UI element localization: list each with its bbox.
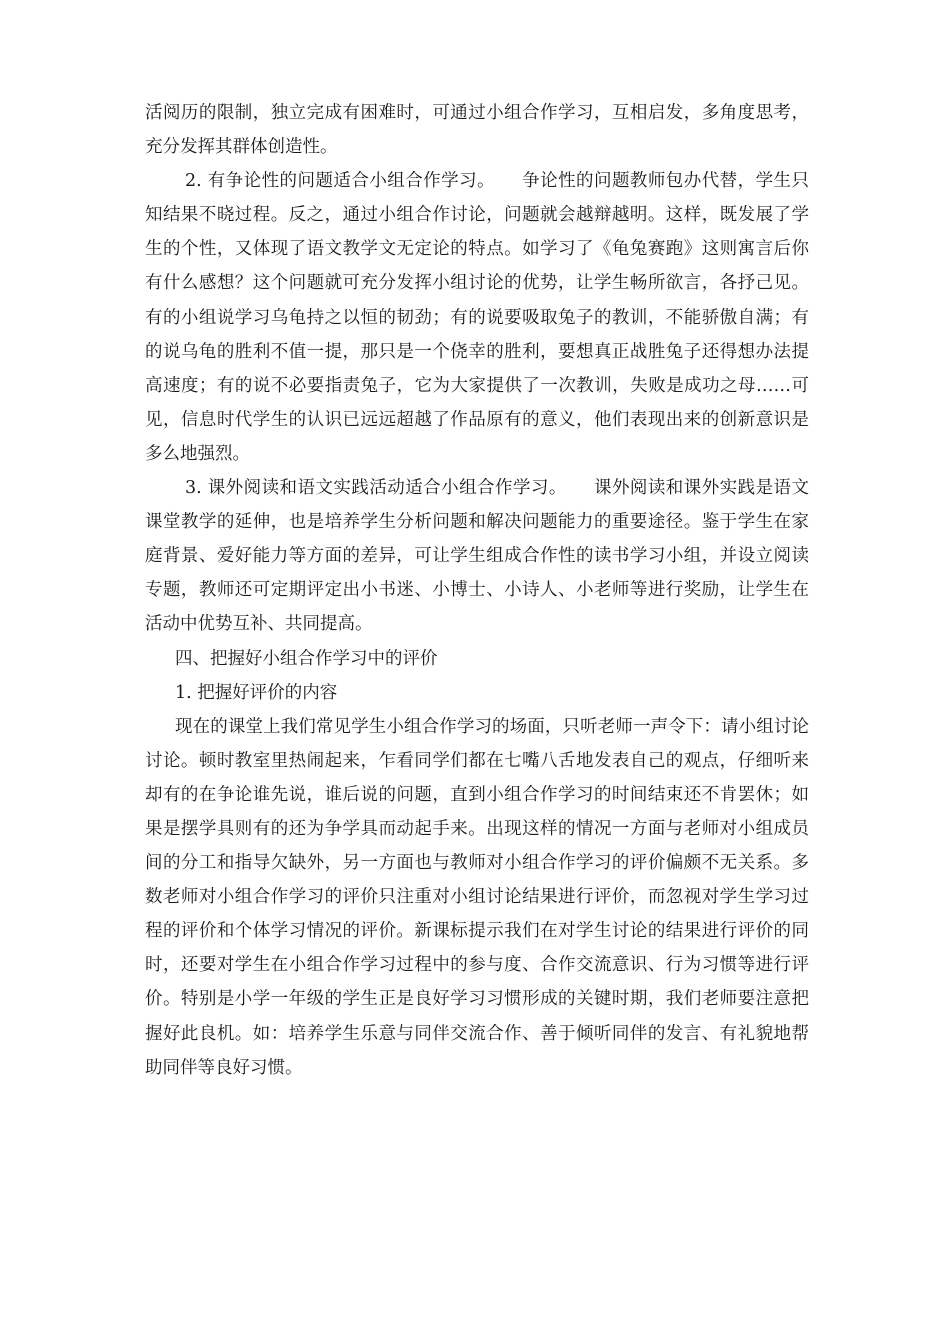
paragraph-evaluation: 现在的课堂上我们常见学生小组合作学习的场面，只听老师一声令下：请小组讨论讨论。顿时教室里热闹起来，乍看同学们都在七嘴八舌地发表自己的观点，仔细听来却有的在争论谁先说，谁后说的问题，直到小组合作学习的时间结束还不肯罢休；如果是摆学具则有的还为争学具而动起手来。出现这样的情况一方面与老师对小组成员间的分工和指导欠缺外，另一方面也与教师对小组合作学习的评价偏颇不无关系。多数老师对小组合作学习的评价只注重对小组讨论结果进行评价，而忽视对学生学习过程的评价和个体学习情况的评价。新课标提示我们在对学生讨论的结果进行评价的同时，还要对学生在小组合作学习过程中的参与度、合作交流意识、行为习惯等进行评价。特别是小学一年级的学生正是良好学习习惯形成的关键时期，我们老师要注意把握好此良机。如：培养学生乐意与同伴交流合作、善于倾听同伴的发言、有礼貌地帮助同伴等良好习惯。 [145,716,809,1078]
paragraph-point-3: 3. 课外阅读和语文实践活动适合小组合作学习。 课外阅读和课外实践是语文课堂教学的延伸，也是培养学生分析问题和解决问题能力的重要途径。鉴于学生在家庭背景、爱好能力等方面的差异，可让学生组成合作性的读书学习小组，并设立阅读专题，教师还可定期评定出小书迷、小博士、小诗人、小老师等进行奖励，让学生在活动中优势互补、共同提高。 [145,478,809,635]
paragraph-point-2: 2. 有争论性的问题适合小组合作学习。 争论性的问题教师包办代替，学生只知结果不晓过程。反之，通过小组合作讨论，问题就会越辩越明。这样，既发展了学生的个性，又体现了语文教学文无定论的特点。如学习了《龟兔赛跑》这则寓言后你有什么感想？这个问题就可充分发挥小组讨论的优势，让学生畅所欲言，各抒己见。有的小组说学习乌龟持之以恒的韧劲；有的说要吸取兔子的教训，不能骄傲自满；有的说乌龟的胜利不值一提，那只是一个侥幸的胜利，要想真正战胜兔子还得想办法提高速度；有的说不必要指责兔子，它为大家提供了一次教训，失败是成功之母……可见，信息时代学生的认识已远远超越了作品原有的意义，他们表现出来的创新意识是多么地强烈。 [145,171,809,464]
section-heading-4: 四、把握好小组合作学习中的评价 [175,648,438,669]
paragraph-continuation: 活阅历的限制，独立完成有困难时，可通过小组合作学习，互相启发，多角度思考，充分发挥其群体创造性。 [145,103,809,158]
subheading-evaluation-content: 1. 把握好评价的内容 [175,682,338,703]
document-page [145,96,809,1085]
